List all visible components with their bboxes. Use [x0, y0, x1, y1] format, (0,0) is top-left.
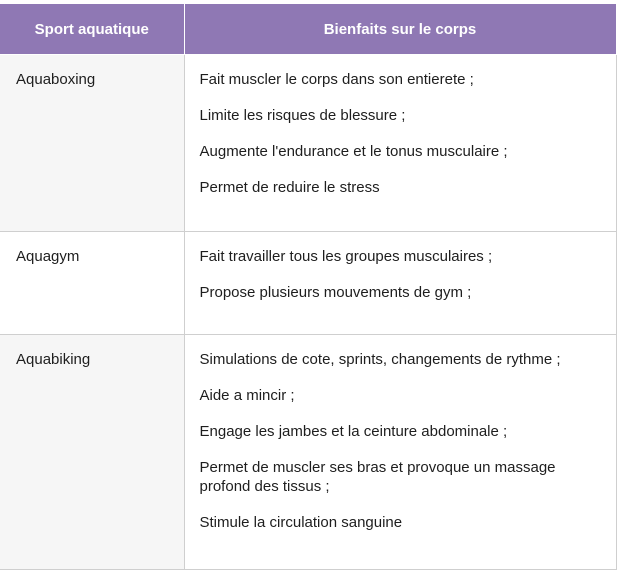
- sports-table-container: [0, 4, 616, 570]
- benefit-item: Stimule la circulation sanguine: [199, 514, 403, 531]
- benefit-item: Engage les jambes et la ceinture abdominale ;: [199, 423, 508, 440]
- table-row: [0, 55, 616, 232]
- benefit-item: Simulations de cote, sprints, changements de rythme ;: [199, 351, 561, 368]
- benefits-cell: [184, 335, 616, 570]
- benefits-cell: [184, 55, 616, 232]
- sport-name: Aquabiking: [0, 335, 184, 570]
- benefit-item: Permet de muscler ses bras et provoque un massage profond des tissus ;: [199, 459, 556, 495]
- benefit-item: Propose plusieurs mouvements de gym ;: [199, 284, 472, 301]
- sport-name: Aquagym: [0, 232, 184, 335]
- sports-benefits-table: [0, 4, 617, 570]
- benefit-item: Permet de reduire le stress: [199, 179, 380, 196]
- benefit-item: Fait travailler tous les groupes musculaires ;: [199, 248, 493, 265]
- table-row: [0, 232, 616, 335]
- benefit-item: Limite les risques de blessure ;: [199, 107, 406, 124]
- benefit-item: Augmente l'endurance et le tonus musculaire ;: [199, 143, 508, 160]
- header-sport: Sport aquatique: [0, 4, 184, 55]
- header-benefits: Bienfaits sur le corps: [184, 4, 616, 55]
- benefit-item: Aide a mincir ;: [199, 387, 295, 404]
- sport-name: Aquaboxing: [0, 55, 184, 232]
- table-header-row: [0, 4, 616, 55]
- table-row: [0, 335, 616, 570]
- benefit-item: Fait muscler le corps dans son entierete ;: [199, 71, 474, 88]
- benefits-cell: [184, 232, 616, 335]
